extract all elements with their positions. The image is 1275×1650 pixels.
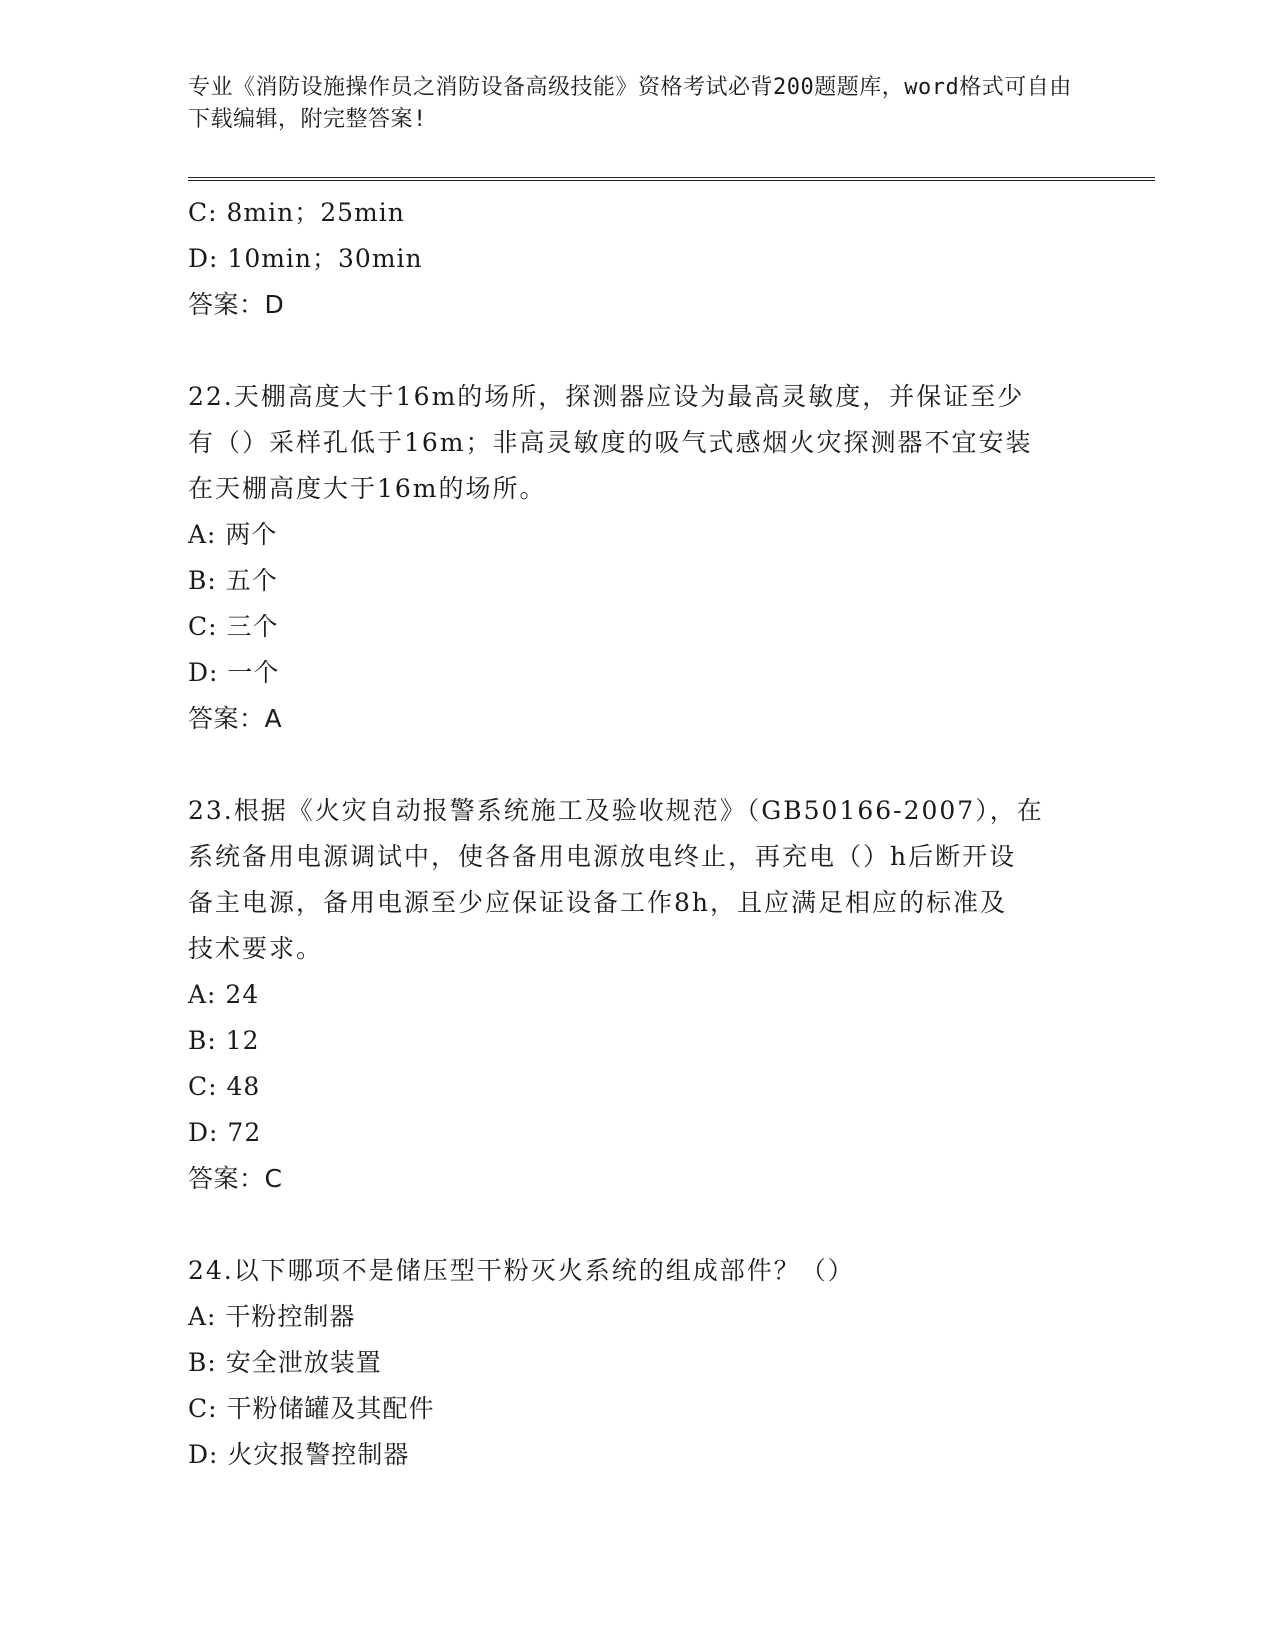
option-d: D: 72 [188, 1118, 262, 1147]
question-stem-line: 技术要求。 [188, 934, 324, 963]
option-d: D: 一个 [188, 658, 280, 687]
option-a: A: 两个 [188, 520, 278, 549]
question-24 [188, 1248, 1088, 1478]
question-stem-line: 23.根据《火灾自动报警系统施工及验收规范》（GB50166-2007），在 [188, 796, 1044, 825]
header-divider [188, 177, 1155, 181]
option-d: D: 火灾报警控制器 [188, 1440, 410, 1469]
option-b: B: 12 [188, 1026, 260, 1055]
option-c: C: 三个 [188, 612, 279, 641]
option-d: D: 10min；30min [188, 244, 423, 273]
answer: 答案：D [188, 290, 285, 319]
question-stem-line: 系统备用电源调试中，使各备用电源放电终止，再充电（）h后断开设 [188, 842, 1017, 871]
question-stem-line: 在天棚高度大于16m的场所。 [188, 474, 547, 503]
question-22 [188, 374, 1088, 742]
option-b: B: 安全泄放装置 [188, 1348, 382, 1377]
answer: 答案：A [188, 704, 283, 733]
question-stem-line: 24.以下哪项不是储压型干粉灭火系统的组成部件？（） [188, 1256, 855, 1285]
question-stem-line: 备主电源，备用电源至少应保证设备工作8h，且应满足相应的标准及 [188, 888, 1008, 917]
page-header: 专业《消防设施操作员之消防设备高级技能》资格考试必背200题题库，word格式可自由下载编辑，附完整答案! [188, 75, 1072, 132]
option-c: C: 干粉储罐及其配件 [188, 1394, 435, 1423]
option-b: B: 五个 [188, 566, 278, 595]
option-c: C: 8min；25min [188, 198, 405, 227]
question-stem-line: 22.天棚高度大于16m的场所，探测器应设为最高灵敏度，并保证至少 [188, 382, 1025, 411]
question-23 [188, 788, 1088, 1202]
option-a: A: 干粉控制器 [188, 1302, 356, 1331]
question-stem-line: 有（）采样孔低于16m；非高灵敏度的吸气式感烟火灾探测器不宜安装 [188, 428, 1033, 457]
option-c: C: 48 [188, 1072, 261, 1101]
document-body [188, 190, 1088, 1478]
question-21-tail [188, 190, 1088, 328]
answer: 答案：C [188, 1164, 283, 1193]
option-a: A: 24 [188, 980, 260, 1009]
